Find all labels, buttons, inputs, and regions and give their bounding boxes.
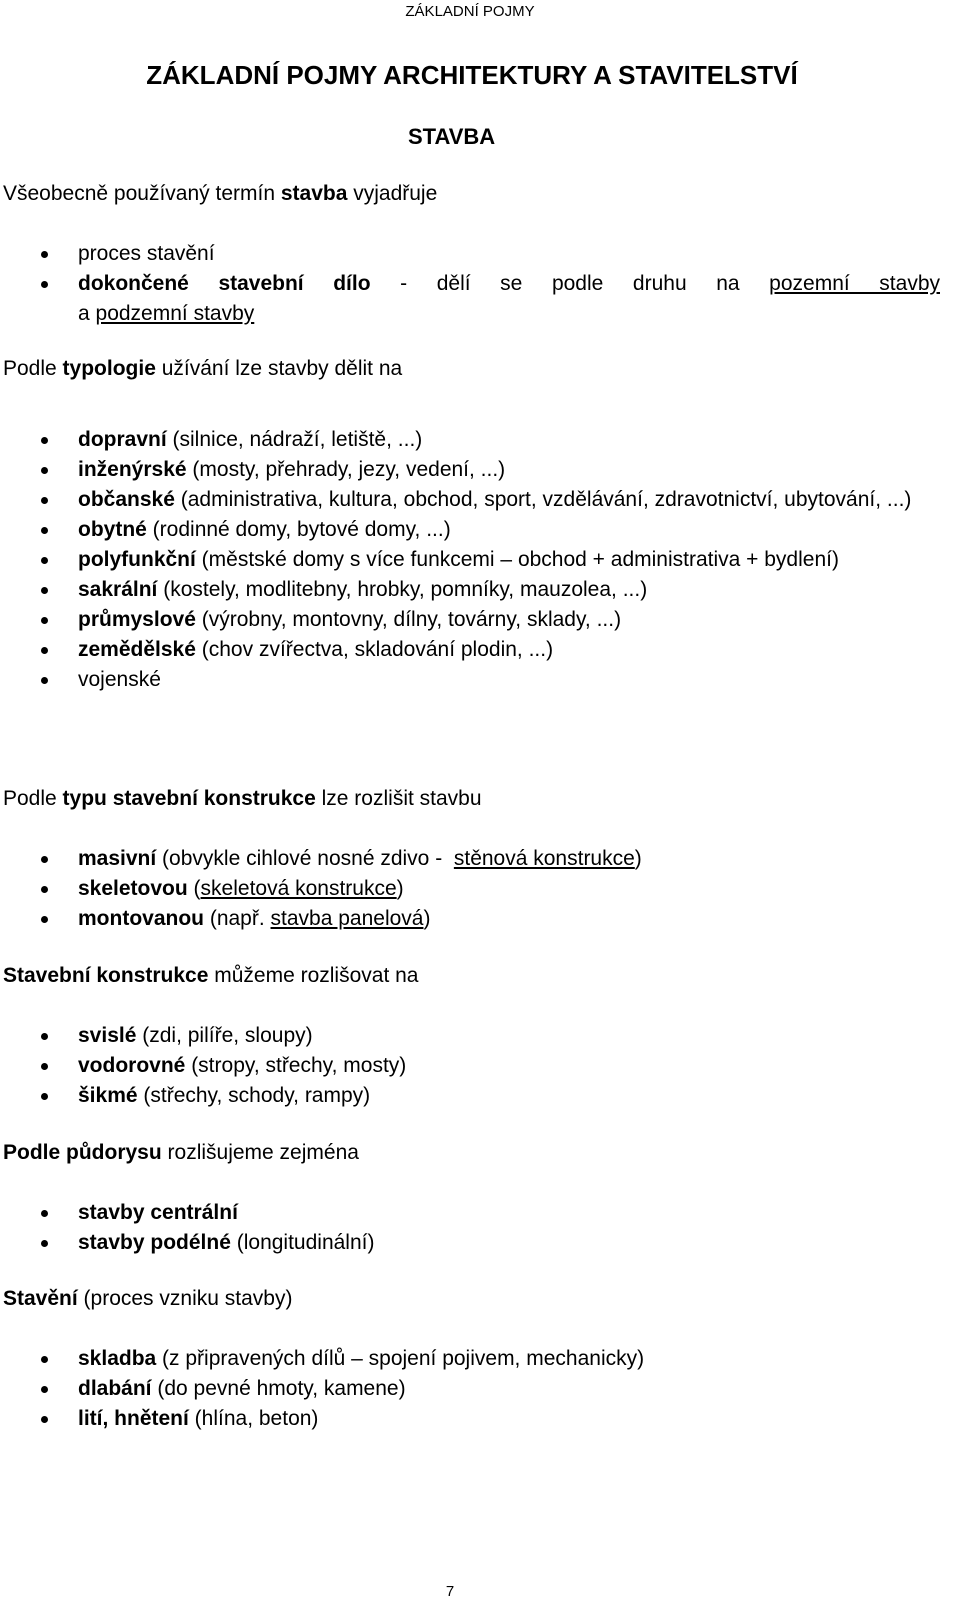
- link-pozemni-stavby[interactable]: pozemní stavby: [769, 272, 940, 295]
- building-paragraph: Stavění (proces vzniku stavby): [3, 1287, 293, 1310]
- list-item: vojenské: [0, 665, 960, 695]
- intro-text-end: vyjadřuje: [347, 182, 438, 205]
- list-item: dopravní (silnice, nádraží, letiště, ...): [0, 425, 960, 455]
- list-item: sakrální (kostely, modlitebny, hrobky, pomníky, mauzolea, ...): [0, 575, 960, 605]
- construction-paragraph: Podle typu stavební konstrukce lze rozlišit stavbu: [3, 787, 482, 810]
- list-item: masivní (obvykle cihlové nosné zdivo - stěnová konstrukce): [0, 844, 960, 874]
- page-header: ZÁKLADNÍ POJMY: [405, 3, 535, 20]
- link-stenova-konstrukce[interactable]: stěnová konstrukce: [453, 847, 635, 870]
- list-item: skeletovou (skeletová konstrukce): [0, 874, 960, 904]
- list-item: lití, hnětení (hlína, beton): [0, 1404, 960, 1434]
- building-list: [0, 1344, 960, 1434]
- list-item: skladba (z připravených dílů – spojení pojivem, mechanicky): [0, 1344, 960, 1374]
- typology-paragraph: Podle typologie užívání lze stavby dělit na: [3, 357, 403, 380]
- list-item: proces stavění: [0, 239, 960, 269]
- page-title: ZÁKLADNÍ POJMY ARCHITEKTURY A STAVITELSTVÍ: [146, 60, 798, 90]
- list-item: polyfunkční (městské domy s více funkcemi – obchod + administrativa + bydlení): [0, 545, 960, 575]
- structures-paragraph: Stavební konstrukce můžeme rozlišovat na: [3, 964, 419, 987]
- link-skeletova-konstrukce[interactable]: skeletová konstrukce: [200, 877, 397, 900]
- plan-paragraph: Podle půdorysu rozlišujeme zejména: [3, 1141, 359, 1164]
- intro-term: stavba: [280, 182, 348, 205]
- list-item: stavby podélné (longitudinální): [0, 1228, 960, 1258]
- link-stavba-panelova[interactable]: stavba panelová: [270, 907, 424, 930]
- typology-list: [0, 425, 960, 695]
- list-item: zemědělské (chov zvířectva, skladování plodin, ...): [0, 635, 960, 665]
- list-item: inženýrské (mosty, přehrady, jezy, vedení, ...): [0, 455, 960, 485]
- list-item: svislé (zdi, pilíře, sloupy): [0, 1021, 960, 1051]
- list-item: průmyslové (výrobny, montovny, dílny, továrny, sklady, ...): [0, 605, 960, 635]
- intro-paragraph: [3, 179, 437, 209]
- list-item: obytné (rodinné domy, bytové domy, ...): [0, 515, 960, 545]
- structures-list: [0, 1021, 960, 1111]
- list-item: stavby centrální: [0, 1198, 960, 1228]
- intro-text: Všeobecně používaný termín: [3, 182, 281, 205]
- section-title: STAVBA: [408, 124, 496, 149]
- link-podzemni-stavby[interactable]: podzemní stavby: [95, 302, 255, 325]
- plan-list: [0, 1198, 960, 1258]
- list-item: občanské (administrativa, kultura, obchod, sport, vzdělávání, zdravotnictví, ubytování, ...): [0, 485, 960, 515]
- list-item: dlabání (do pevné hmoty, kamene): [0, 1374, 960, 1404]
- list-item: montovanou (např. stavba panelová): [0, 904, 960, 934]
- page-number: 7: [445, 1583, 455, 1600]
- list-item: dokončené stavební dílo - dělí se podle druhu na pozemní stavby a podzemní stavby: [0, 269, 960, 329]
- construction-list: [0, 844, 960, 934]
- list-item: šikmé (střechy, schody, rampy): [0, 1081, 960, 1111]
- meaning-list: [0, 239, 960, 329]
- list-item: vodorovné (stropy, střechy, mosty): [0, 1051, 960, 1081]
